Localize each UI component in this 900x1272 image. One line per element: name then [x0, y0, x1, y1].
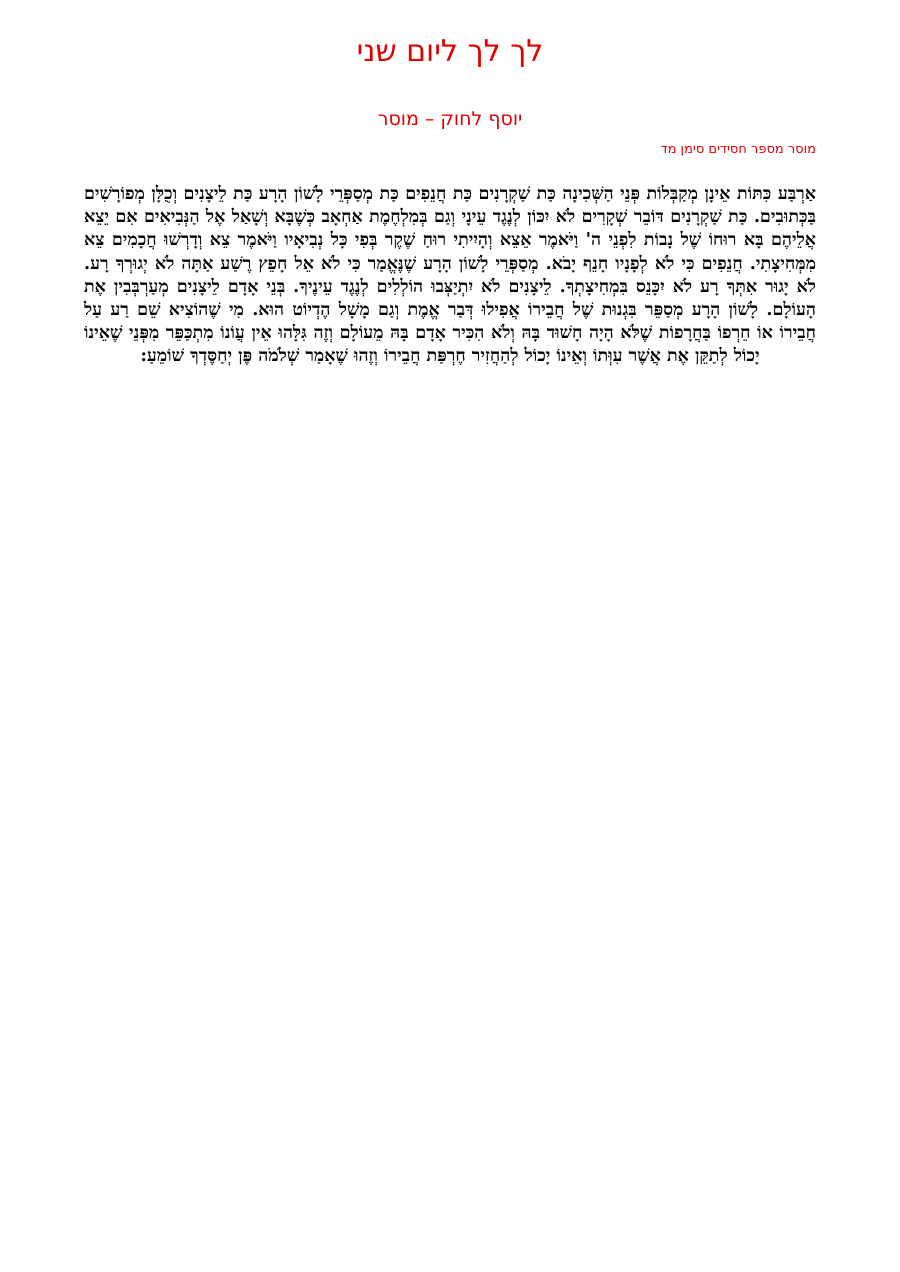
page-title: לך לך ליום שני — [356, 34, 544, 69]
page-subtitle: יוסף לחוק – מוסר — [377, 108, 523, 130]
body-paragraph: אַרְבַּע כִּתּוֹת אֵינָן מְקַבְּלוֹת פְּנֵי הַשְּׁכִינָה כַּת שַׁקְרָנִים כַּת חֲנֵפִים כַּת מְסַפְּרֵי לָשׁוֹן הָרָע כַּת לֵיצָנִים וְכֻלָּן מְפוֹרָשִׁים בַּכְּתוּבִים. כַּת שַׁקְרָנִים דּוֹבֵר שְׁקָרִים לֹא יִכּוֹן לְנֶגֶד עֵינָי וְגַם בְּמִלְחֶמֶת אַחְאָב כְּשֶׁבָּא וְשָׁאַל אֶל הַנְּבִיאִים אִם יֵצֵא אֲלֵיהֶם בָּא רוּחוֹ שֶׁל נָבוֹת לִפְנֵי ה' וַיֹּאמֶר אֵצֵא וְהָיִיתִי רוּחַ שֶׁקֶר בְּפִי כָּל נְבִיאָיו וַיֹּאמֶר צֵא וְדָרְשׁוּ חֲכָמִים צֵא מִמְּחִיצָתִי. חֲנֵפִים כִּי לֹא לְפָנָיו חָנֵף יָבֹא. מְסַפְּרֵי לָשׁוֹן הָרָע שֶׁנֶּאֱמַר כִּי לֹא אֵל חָפֵץ רֶשַׁע אַתָּה לֹא יְגוּרְךָ רָע. לֹא יָגוּר אִתְּךָ רָע לֹא יִכָּנֵס בִּמְחִיצָתְךָ. לֵיצָנִים לֹא יִתְיַצְּבוּ הוֹלְלִים לְנֶגֶד עֵינֶיךָ. בְּנֵי אָדָם לֵיצָנִים מְעַרְבְּבִין אֶת הָעוֹלָם. לָשׁוֹן הָרָע מְסַפֵּר בִּגְנוּת שֶׁל חֲבֵירוֹ אֲפִילוּ דְּבַר אֱמֶת וְגַם מָשָׁל הֶדְיוֹט הוּא. מִי שֶׁהוֹצִיא שֵׁם רַע עַל חֲבֵירוֹ אוֹ חֵרְפוֹ בַּחֲרָפוֹת שֶׁלֹּא הָיָה חָשׁוּד בָּהּ וְלֹא הִכִּיר אָדָם בָּהּ מֵעוֹלָם וְזֶה גִּלָּהוּ אֵין עֲוֹנוֹ מִתְכַּפֵּר מִפְּנֵי שֶׁאֵינוֹ יָכוֹל לְתַקֵּן אֶת אֲשֶׁר עִוְּתוֹ וְאֵינוֹ יָכוֹל לְהַחֲזִיר חֶרְפַּת חֲבֵירוֹ וְזֶהוּ שֶׁאָמַר שְׁלֹמֹה פֶּן יְחַסֶּדְךָ שׁוֹמֵעַ: — [84, 184, 816, 367]
source-reference: מוסר מספר חסידים סימן מד — [660, 142, 816, 157]
